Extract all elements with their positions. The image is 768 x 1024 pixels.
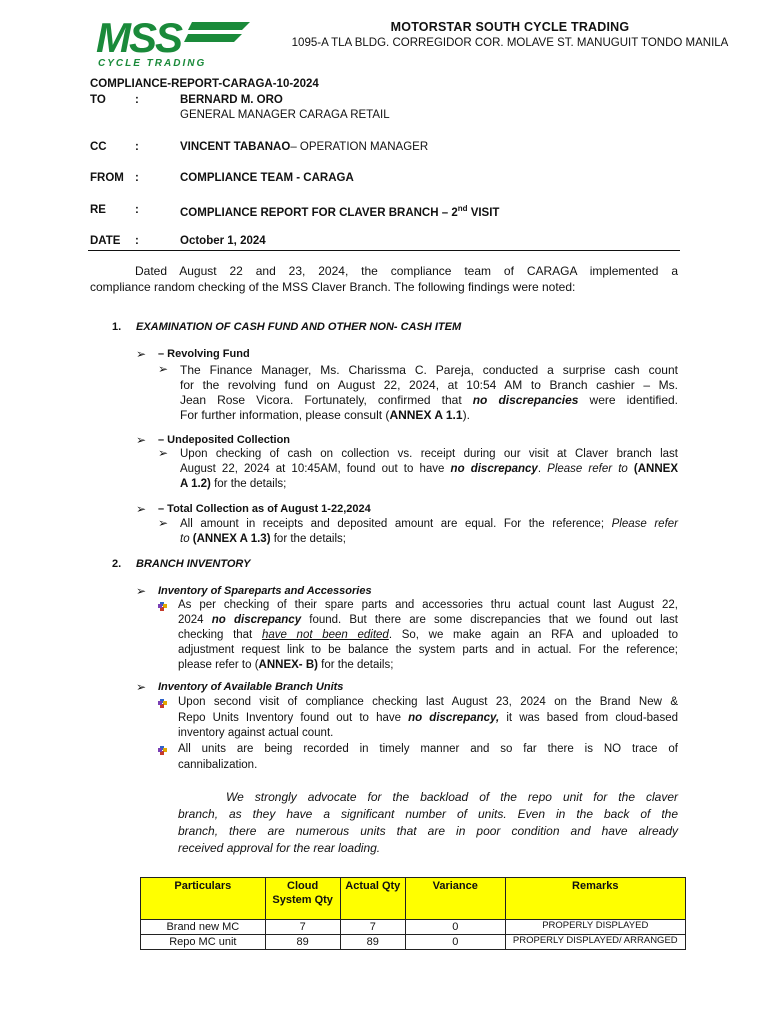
total-l2a: to	[180, 533, 190, 545]
spare-l5a: please refer to (	[178, 659, 259, 671]
undeposited-l2b: no discrepancy	[450, 463, 538, 475]
from-colon: :	[135, 172, 139, 184]
branch-units-title: Inventory of Available Branch Units	[158, 681, 344, 693]
date-label: DATE	[90, 235, 121, 247]
units-line-3: inventory against actual count.	[178, 727, 334, 739]
diamond-bullet-icon	[158, 746, 167, 755]
revolving-l4c: ).	[462, 408, 470, 422]
units-a2a: Repo Units Inventory found out to have	[178, 712, 409, 724]
arrow-bullet-icon: ➢	[136, 502, 147, 516]
total-l1b: Please refer	[611, 518, 678, 530]
to-label: TO	[90, 94, 106, 106]
cell-cloud-qty: 89	[265, 935, 340, 950]
total-l1a: All amount in receipts and deposited amount are equal. For the reference;	[180, 518, 612, 530]
spare-l3c: . So, we make again an RFA and uploaded to	[388, 629, 678, 641]
intro-line-1: Dated August 22 and 23, 2024, the compliance team of CARAGA implemented a	[135, 264, 678, 278]
spare-l2a: 2024	[178, 614, 212, 626]
section-1-title: EXAMINATION OF CASH FUND AND OTHER NON- CASH ITEM	[136, 321, 462, 333]
undeposited-l2d: Please refer to	[547, 463, 628, 475]
re-tail: VISIT	[467, 206, 500, 219]
total-l2c: for the details;	[270, 533, 346, 545]
spare-l5c: for the details;	[317, 659, 394, 671]
logo-tagline-text: CYCLE TRADING	[98, 58, 207, 68]
units-a2c: it was based from cloud-based	[499, 712, 678, 724]
logo-stripe	[188, 22, 250, 30]
arrow-bullet-icon: ➢	[158, 362, 169, 376]
table-row	[141, 920, 686, 935]
spare-line-1: As per checking of their spare parts and accessories thru actual count last August 22,	[178, 599, 678, 611]
cc-colon: :	[135, 141, 139, 153]
revolving-l3b: no discrepancies	[472, 393, 579, 407]
date-value: October 1, 2024	[180, 235, 266, 247]
arrow-bullet-icon: ➢	[136, 584, 147, 598]
spare-l2b: no discrepancy	[211, 614, 302, 626]
total-collection-title: – Total Collection as of August 1-22,2024	[158, 503, 371, 515]
col-header-particulars: Particulars	[141, 878, 266, 920]
annex-a11: ANNEX A 1.1	[389, 408, 463, 422]
spare-l3a: checking that	[178, 629, 262, 641]
spare-l2c: found. But there are some discrepancies that we found out last	[301, 614, 678, 626]
re-value	[180, 204, 499, 219]
diamond-bullet-icon	[158, 699, 167, 708]
revolving-fund-title: – Revolving Fund	[158, 348, 250, 360]
arrow-bullet-icon: ➢	[158, 446, 169, 460]
spare-line-3	[178, 628, 678, 643]
cell-remarks: PROPERLY DISPLAYED/ ARRANGED	[505, 935, 685, 950]
company-name: MOTORSTAR SOUTH CYCLE TRADING	[390, 20, 630, 34]
cell-particulars: Repo MC unit	[141, 935, 266, 950]
diamond-bullet-icon	[158, 602, 167, 611]
from-value: COMPLIANCE TEAM - CARAGA	[180, 172, 354, 184]
quote-line-2: branch, as they have a significant number of units. Even in the back of the	[178, 807, 678, 821]
col-header-remarks: Remarks	[505, 878, 685, 920]
report-reference: COMPLIANCE-REPORT-CARAGA-10-2024	[90, 78, 319, 90]
re-sup: nd	[457, 204, 468, 213]
undeposited-title: – Undeposited Collection	[158, 434, 291, 446]
undeposited-l2c: .	[537, 463, 548, 475]
undeposited-l2a: August 22, 2024 at 10:45AM, found out to have	[180, 463, 451, 475]
backload-recommendation	[178, 789, 678, 857]
revolving-line-4	[180, 407, 678, 423]
col-header-cloud-system-qty: Cloud System Qty	[265, 878, 340, 920]
revolving-l3a: Jean Rose Vicora. Fortunately, confirmed that	[180, 393, 473, 407]
company-logo	[92, 16, 252, 68]
to-colon: :	[135, 94, 139, 106]
cell-actual-qty: 7	[340, 920, 405, 935]
section-2-number: 2.	[112, 558, 122, 570]
re-colon: :	[135, 204, 139, 216]
revolving-line-3	[180, 392, 678, 408]
spare-line-2	[178, 613, 678, 628]
undeposited-line-2	[180, 461, 678, 477]
cell-variance: 0	[405, 920, 505, 935]
cell-actual-qty: 89	[340, 935, 405, 950]
units-line-4: All units are being recorded in timely manner and so far there is NO trace of	[178, 743, 678, 755]
revolving-line-1: The Finance Manager, Ms. Charissma C. Pareja, conducted a surprise cash count	[180, 363, 678, 377]
to-name: BERNARD M. ORO	[180, 94, 283, 106]
cc-name: VINCENT TABANAO	[180, 141, 291, 153]
section-1-number: 1.	[112, 321, 122, 333]
section-2-title: BRANCH INVENTORY	[136, 558, 251, 570]
quote-line-3: branch, there are numerous units that are in poor condition and have already	[178, 824, 678, 838]
mss-logo-graphic	[92, 16, 252, 68]
arrow-bullet-icon: ➢	[136, 433, 147, 447]
arrow-bullet-icon: ➢	[136, 347, 147, 361]
annex-b: ANNEX- B)	[258, 659, 318, 671]
quote-line-4: received approval for the rear loading.	[178, 841, 381, 855]
undeposited-l3b: for the details;	[210, 478, 287, 490]
revolving-l3c: were identified.	[578, 393, 679, 407]
to-title: GENERAL MANAGER CARAGA RETAIL	[180, 109, 390, 121]
cell-cloud-qty: 7	[265, 920, 340, 935]
undeposited-line-1: Upon checking of cash on collection vs. receipt during our visit at Claver branch last	[180, 448, 678, 460]
table-row	[141, 935, 686, 950]
undeposited-line-3	[180, 476, 678, 492]
arrow-bullet-icon: ➢	[158, 516, 169, 530]
total-line-2	[180, 531, 678, 547]
col-header-actual-qty: Actual Qty	[340, 878, 405, 920]
revolving-l4a: For further information, please consult (	[180, 408, 390, 422]
spare-line-4: adjustment request link to be balance the system parts and in actual. For the reference;	[178, 644, 678, 656]
date-colon: :	[135, 235, 139, 247]
logo-stripe	[184, 34, 242, 42]
logo-mss-text: MSS	[96, 16, 182, 61]
revolving-line-2: for the revolving fund on August 22, 2024, at 10:54 AM to Branch cashier – Ms.	[180, 378, 678, 392]
cc-line	[180, 141, 428, 153]
units-line-2	[178, 711, 678, 726]
annex-a12: A 1.2)	[180, 478, 211, 490]
cell-particulars: Brand new MC	[141, 920, 266, 935]
intro-line-2: compliance random checking of the MSS Claver Branch. The following findings were noted:	[90, 280, 576, 294]
quote-line-1: We strongly advocate for the backload of the repo unit for the claver	[226, 790, 678, 804]
arrow-bullet-icon: ➢	[136, 680, 147, 694]
annex-a13: (ANNEX A 1.3)	[189, 533, 271, 545]
company-address: 1095-A TLA BLDG. CORREGIDOR COR. MOLAVE ST. MANUGUIT TONDO MANILA	[291, 37, 729, 49]
units-line-5: cannibalization.	[178, 759, 258, 771]
table-header-row	[141, 878, 686, 920]
col-header-variance: Variance	[405, 878, 505, 920]
units-a2b: no discrepancy,	[408, 712, 500, 724]
re-label: RE	[90, 204, 106, 216]
header-divider	[88, 250, 680, 251]
spareparts-title: Inventory of Spareparts and Accessories	[158, 585, 372, 597]
spare-line-5	[178, 658, 678, 673]
cc-title: – OPERATION MANAGER	[290, 141, 429, 153]
spare-l3b: have not been edited	[261, 629, 389, 641]
cell-variance: 0	[405, 935, 505, 950]
re-text: COMPLIANCE REPORT FOR CLAVER BRANCH – 2	[180, 206, 458, 219]
units-line-1: Upon second visit of compliance checking last August 23, 2024 on the Brand New &	[178, 696, 678, 708]
total-line-1	[180, 516, 678, 532]
from-label: FROM	[90, 172, 124, 184]
inventory-table	[140, 877, 686, 950]
cc-label: CC	[90, 141, 107, 153]
undeposited-l2e: (ANNEX	[627, 463, 678, 475]
cell-remarks: PROPERLY DISPLAYED	[505, 920, 685, 935]
